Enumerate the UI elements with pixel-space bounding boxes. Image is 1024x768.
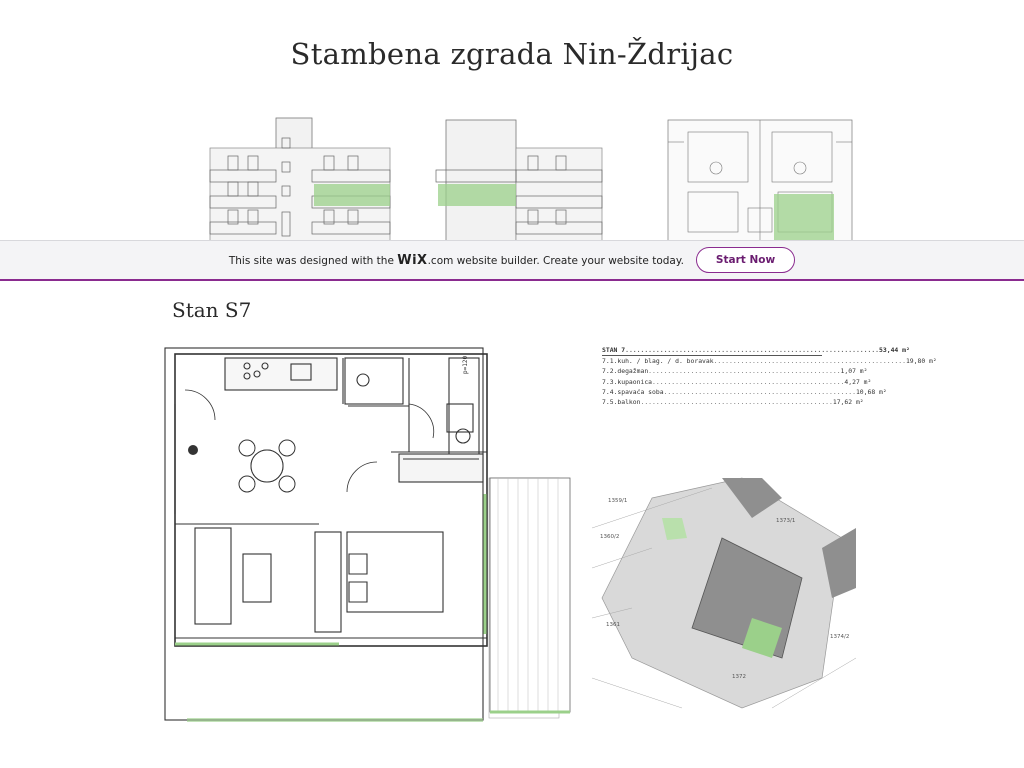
parcel-label: 1359/1 (608, 498, 628, 504)
floor-layout-drawing (668, 112, 852, 242)
area-table-row: 7.3. kupaonica .................................................. 4,27 m² (602, 377, 872, 386)
wix-banner-text: This site was designed with the WiX.com website builder. Create your website today. (228, 252, 684, 268)
window-height-label: p=120 (462, 355, 469, 374)
parcel-label: 1372 (732, 674, 746, 680)
parcel-label: 1374/2 (830, 634, 850, 640)
area-table-header: STAN 7 .................................................................. 53,44 m² (602, 345, 822, 356)
page-title: Stambena zgrada Nin-Ždrijac (290, 37, 734, 72)
parcel-label: 1360/2 (600, 534, 620, 540)
area-table (602, 345, 937, 407)
section-title: Stan S7 (172, 298, 252, 322)
area-table-row: 7.5. balkon .................................................. 17,62 m² (602, 398, 864, 407)
area-table-row: 7.1. kuh. / blag. / d. boravak .................................................. 19,80 m² (602, 357, 937, 366)
area-table-row: 7.4. spavaća soba .................................................. 10,68 m² (602, 387, 887, 396)
start-now-button[interactable]: Start Now (696, 247, 795, 273)
wix-promo-banner (0, 240, 1024, 281)
apartment-floor-plan (163, 344, 495, 754)
front-elevation-drawing (198, 112, 398, 242)
area-table-row: 7.2. degažman .................................................. 1,07 m² (602, 367, 868, 376)
parcel-label: 1361 (606, 622, 620, 628)
balcony-plan (490, 478, 570, 712)
site-plan-map (592, 478, 856, 708)
side-elevation-drawing (436, 112, 604, 242)
wix-logo: WiX (397, 252, 428, 268)
parcel-label: 1373/1 (776, 518, 796, 524)
